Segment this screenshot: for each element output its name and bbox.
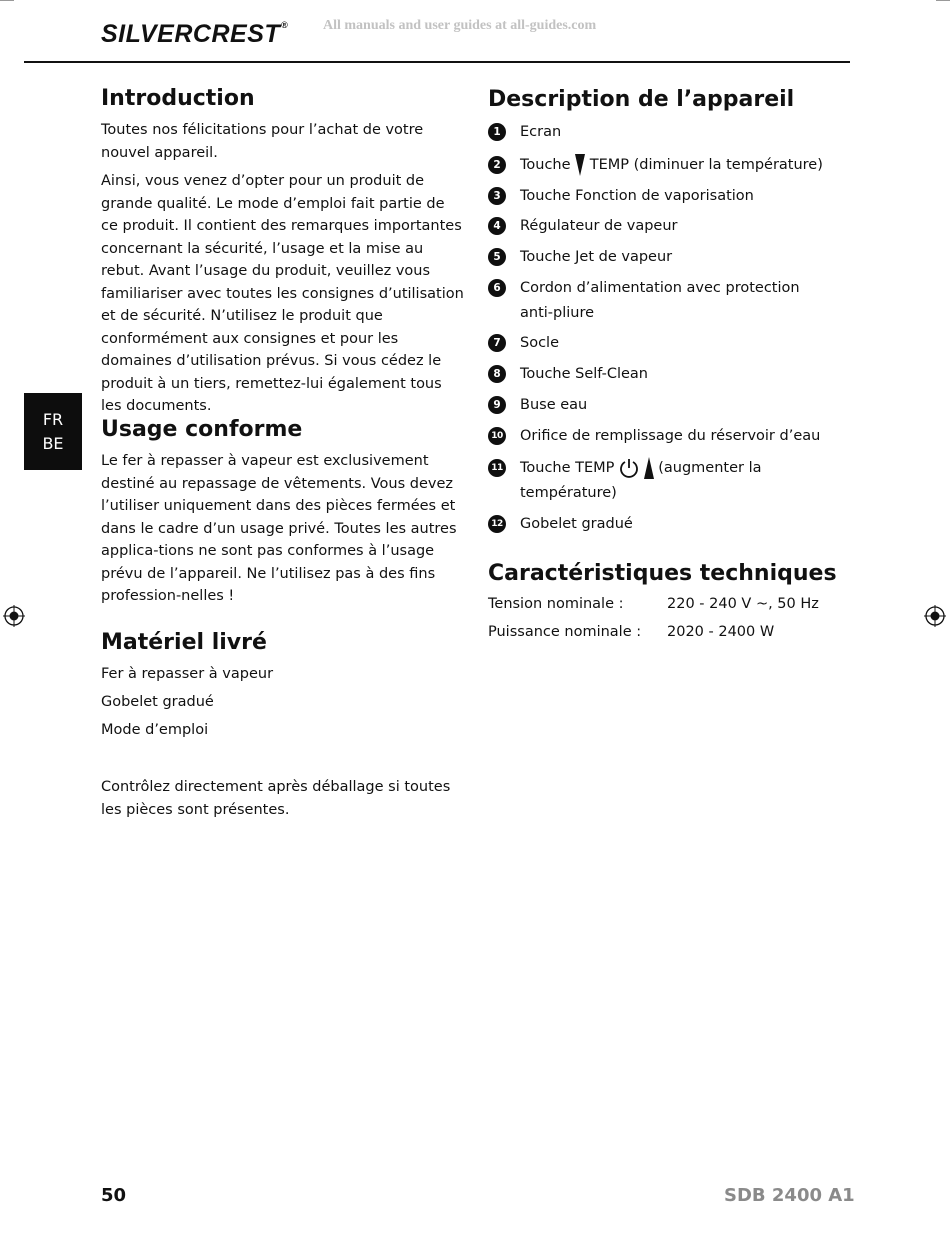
intro-paragraph-1: Toutes nos félicitations pour l’achat de votre nouvel appareil.	[101, 122, 424, 161]
item-number-badge: 11	[488, 459, 506, 477]
item-number-badge: 9	[488, 396, 506, 414]
usage-paragraph: Le fer à repasser à vapeur est exclusivement destiné au repassage de vêtements. Vous devez l’utiliser uniquement dans des pièces fermées et dans le cadre d’un usage privé. Toutes les autres applica-tions ne sont pas conformes à l’usage prévu de l’appareil. Ne l’utilisez pas à des fins profession-nelles !	[101, 453, 457, 604]
item-number-badge: 10	[488, 427, 506, 445]
model-number: SDB 2400 A1	[724, 1185, 855, 1206]
list-item: Gobelet gradué	[520, 516, 633, 532]
registration-mark-icon	[924, 605, 946, 627]
brand-logo: SILVERCREST®	[101, 20, 289, 48]
list-item: Touche Jet de vapeur	[520, 249, 673, 265]
specs-heading: Caractéristiques techniques	[488, 561, 837, 586]
list-item: Touche Fonction de vaporisation	[520, 188, 754, 204]
list-item: Orifice de remplissage du réservoir d’eau	[520, 428, 821, 444]
item-number-badge: 6	[488, 279, 506, 297]
crop-mark	[0, 0, 14, 1]
list-item: Fer à repasser à vapeur	[101, 666, 274, 682]
item-number-badge: 3	[488, 187, 506, 205]
description-heading: Description de l’appareil	[488, 87, 795, 112]
power-icon	[619, 457, 639, 479]
list-item: Touche TEMP (diminuer la température)	[520, 153, 840, 178]
materiel-note: Contrôlez directement après déballage si toutes les pièces sont présentes.	[101, 779, 451, 818]
list-item: Cordon d’alimentation avec protection anti-pliure	[520, 280, 800, 321]
spec-label: Tension nominale :	[488, 596, 624, 612]
materiel-heading: Matériel livré	[101, 630, 267, 655]
list-item: Régulateur de vapeur	[520, 218, 678, 234]
item-number-badge: 4	[488, 217, 506, 235]
page-number: 50	[101, 1185, 127, 1206]
watermark: All manuals and user guides at all-guides.com	[323, 18, 597, 33]
list-item: Ecran	[520, 124, 562, 140]
list-item: Gobelet gradué	[101, 694, 214, 710]
item-number-badge: 5	[488, 248, 506, 266]
introduction-heading: Introduction	[101, 86, 255, 111]
list-item: Socle	[520, 335, 559, 351]
spec-value: 220 - 240 V ~, 50 Hz	[667, 596, 819, 612]
item-number-badge: 1	[488, 123, 506, 141]
list-item: Touche TEMP (augmenter la température)	[520, 456, 840, 506]
item-number-badge: 2	[488, 156, 506, 174]
crop-mark	[936, 0, 950, 1]
registration-mark-icon	[3, 605, 25, 627]
item-number-badge: 8	[488, 365, 506, 383]
intro-paragraph-2: Ainsi, vous venez d’opter pour un produit de grande qualité. Le mode d’emploi fait partie de ce produit. Il contient des remarques importantes concernant la sécurité, l’usage et la mise au rebut. Avant l’usage du produit, veuillez vous familiariser avec toutes les consignes d’utilisation et de sécurité. N’utilisez le produit que conformément aux consignes et pour les domaines d’utilisation prévus. Si vous cédez le produit à un tiers, remettez-lui également tous les documents.	[101, 173, 464, 414]
item-number-badge: 7	[488, 334, 506, 352]
header-rule	[24, 61, 850, 63]
list-item: Touche Self-Clean	[520, 366, 648, 382]
language-tab: FR BE	[24, 393, 82, 470]
spec-label: Puissance nominale :	[488, 624, 642, 640]
list-item: Buse eau	[520, 397, 588, 413]
temp-down-icon	[575, 154, 585, 176]
temp-up-icon	[644, 457, 654, 479]
list-item: Mode d’emploi	[101, 722, 209, 738]
item-number-badge: 12	[488, 515, 506, 533]
usage-heading: Usage conforme	[101, 417, 303, 442]
spec-value: 2020 - 2400 W	[667, 624, 775, 640]
